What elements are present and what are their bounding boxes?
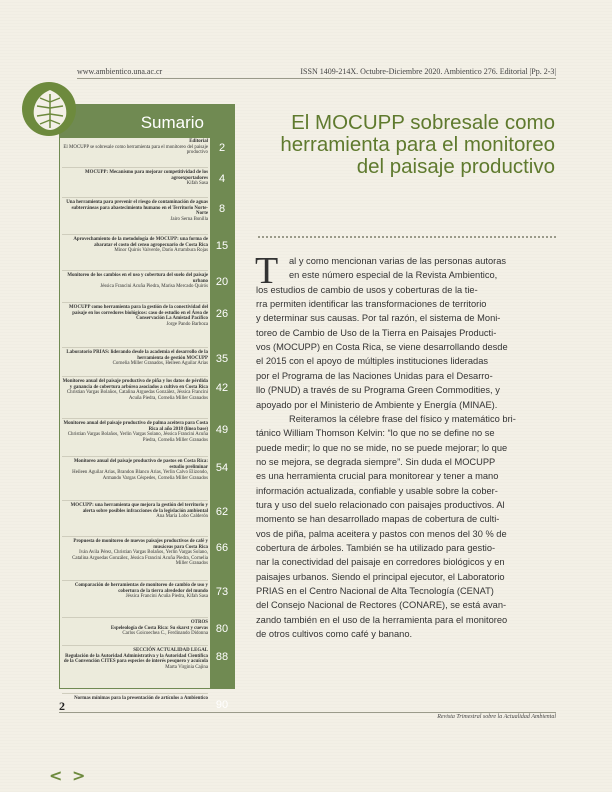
toc-divider (62, 645, 208, 646)
toc-page-number[interactable]: 8 (218, 203, 226, 215)
article-title: El MOCUPP sobresale como herramienta para el monitoreo del paisaje productivo (280, 111, 555, 178)
sumario-title: Sumario (140, 113, 204, 132)
body-line: PRIAS en el Centro Nacional de Alta Tecnología (CENAT) (256, 586, 494, 597)
body-line: tura y uso del suelo relacionado con paisajes productivos. Al (256, 499, 505, 510)
toc-page-number[interactable]: 80 (215, 623, 229, 635)
body-line: nar la conectividad del paisaje en corredores biológicos y en (256, 557, 505, 568)
toc-item[interactable] (62, 139, 208, 156)
toc-page-number[interactable]: 20 (215, 276, 229, 288)
toc-page-number[interactable]: 90 (215, 699, 229, 711)
body-line: momento se han desarrollado mapas de cobertura de culti- (256, 514, 500, 525)
toc-page-number[interactable]: 88 (215, 651, 229, 663)
journal-footer: Revista Trimestral sobre la Actualidad Ambiental (437, 714, 556, 720)
toc-divider (62, 536, 208, 537)
toc-item-authors: Cornelia Miller Granados, Heileen Aguilar Arias (112, 361, 208, 367)
toc-divider (62, 617, 208, 618)
toc-item-authors: Ana María Lobo Calderón (156, 514, 208, 520)
toc-item-title: Normas mínimas para la presentación de artículos a Ambientico (74, 696, 208, 701)
toc-item-title: SECCIÓN ACTUALIDAD LEGAL Regulación de la Autoridad Administrativa y la Autoridad Científica de la Convención CITES para especies de interés pesquero y acuícola (63, 648, 208, 665)
toc-item[interactable] (62, 200, 208, 222)
toc-item-title: Monitoreo de los cambios en el uso y cobertura del suelo del paisaje urbano (67, 273, 208, 284)
footer-divider (59, 712, 556, 713)
toc-item-title: Monitoreo anual del paisaje productivo de palma aceitera para Costa Rica al año 2018 (línea base) (63, 421, 208, 432)
toc-page-number[interactable]: 42 (215, 382, 229, 394)
toc-item-authors: Christian Vargas Bolaños, Catalina Arguedas González, Jéssica Francini Acuña Piedra, Cornelia Miller Granados (66, 390, 208, 401)
toc-item-authors: Jairo Serna Bonilla (170, 216, 208, 222)
toc-item-title: OTROS Espeleología de Costa Rica: Su skarst y cuevas (110, 620, 208, 631)
body-line: Reiteramos la célebre frase del físico y matemático bri- (289, 413, 516, 424)
toc-divider (62, 418, 208, 419)
toc-item-authors: Christian Vargas Bolaños, Yerlin Vargas Solano, Jéssica Francini Acuña Piedra, Cornelia Miller Granados (67, 432, 208, 443)
body-line: al y como mencionan varias de las personas autoras (289, 256, 507, 266)
body-line: información actualizada, confiable y usable sobre la cober- (256, 485, 498, 496)
body-line: toreo de Cambio de Uso de la Tierra en Paisajes Producti- (256, 327, 497, 338)
toc-item-authors: Jéssica Francini Acuña Piedra, Kifah Sasa (125, 594, 208, 600)
toc-item-title: Comparación de herramientas de monitoreo de cambio de uso y cobertura de la tierra alrededor del mundo (74, 583, 208, 594)
toc-divider (62, 693, 208, 694)
toc-item[interactable] (62, 696, 208, 702)
body-line: por el Programa de las Naciones Unidas para el Desarro- (256, 370, 493, 381)
toc-divider (62, 347, 208, 348)
toc-item-authors: Marta Virginia Cajina (165, 664, 208, 670)
drop-cap: T (255, 250, 279, 292)
toc-item-authors: Minor Quirós Valverde, Darío Arrambura Rojas (114, 248, 208, 254)
toc-page-number[interactable]: 35 (215, 353, 229, 365)
body-line: zando también en el uso de la herramienta para el monitoreo (256, 614, 508, 625)
toc-item-title: MOCUPP: una herramienta que mejora la gestión del territorio y alerta sobre posibles infracciones de la legislación ambiental (70, 503, 208, 514)
toc-item[interactable] (62, 648, 208, 670)
toc-page-number[interactable]: 73 (215, 586, 229, 598)
toc-page-number[interactable]: 62 (215, 506, 229, 518)
body-line: tánico William Thomson Kelvin: “lo que no se define no se (256, 428, 495, 439)
body-line: los estudios de cambio de usos y coberturas de la tie- (256, 284, 478, 295)
toc-item[interactable] (62, 273, 208, 290)
header-citation: ISSN 1409-214X. Octubre-Diciembre 2020. Ambientico 276. Editorial |Pp. 2-3| (300, 67, 556, 76)
toc-divider (62, 580, 208, 581)
body-line: es una herramienta crucial para monitorear y tener a mano (256, 471, 499, 482)
header-website[interactable]: www.ambientico.una.ac.cr (77, 67, 163, 76)
toc-divider (62, 234, 208, 235)
toc-item[interactable] (62, 170, 208, 187)
title-divider (258, 236, 556, 238)
toc-item-authors: Jorge Pando Barboza (166, 321, 208, 327)
toc-item-authors: Heileen Aguilar Arias, Brandon Blanco Arias, Yerlin Calvo Elizondo, Armando Vargas Céspedes, Cornelia Miller Granados (72, 470, 208, 481)
toc-page-number[interactable]: 54 (215, 462, 229, 474)
body-line: de otros cultivos como café y banano. (256, 629, 413, 640)
toc-divider (62, 302, 208, 303)
toc-page-number[interactable]: 15 (215, 240, 229, 252)
toc-item-authors: Jéssica Francini Acuña Piedra, Marisa Mercado Quirós (100, 284, 208, 290)
toc-item[interactable] (62, 350, 208, 367)
toc-item-title: MOCUPP como herramienta para la gestión de la conectividad del paisaje en los corredores biológicos: caso de estudio en el Área de Conservación La Amistad Pacífico (69, 305, 208, 322)
toc-item[interactable] (62, 305, 208, 327)
toc-page-number[interactable]: 4 (218, 173, 226, 185)
body-line: el 2015 con el apoyo de múltiples instituciones lideradas (256, 356, 489, 367)
toc-item-title: Editorial (189, 139, 208, 144)
toc-divider (62, 500, 208, 501)
toc-item-title: Una herramienta para prevenir el riesgo de contaminación de aguas subterráneas para abastecimiento humano en el Territorio Norte-Norte (66, 200, 208, 217)
toc-item-title: Laboratorio PRIAS: liderando desde la academia el desarrollo de la herramienta de gestión MOCUPP (66, 350, 208, 361)
toc-page-number[interactable]: 66 (215, 542, 229, 554)
leaf-icon (30, 88, 70, 132)
page-navigation (49, 766, 89, 785)
body-line: puede medir; lo que no se mide, no se puede mejorar; lo que (256, 442, 508, 453)
body-line: vos de piña, palma aceitera y pastos con menos del 30 % de (256, 528, 507, 539)
body-line: llo (PNUD) a través de su Programa Green Commodities, y (256, 385, 500, 396)
toc-divider (62, 197, 208, 198)
toc-item[interactable] (62, 503, 208, 520)
toc-item[interactable] (62, 620, 208, 637)
toc-item-title: Monitoreo anual del paisaje productivo de piña y los datos de pérdida y ganancia de cobertura arbórea asociados a cultivo en Costa Rica (62, 379, 208, 390)
toc-page-number[interactable]: 49 (215, 424, 229, 436)
toc-item-title: Propuesta de monitoreo de nuevos paisajes productivos de café y musáceas para Costa Rica (73, 539, 208, 550)
next-arrow-icon[interactable]: > (71, 766, 86, 785)
toc-item[interactable] (62, 237, 208, 254)
body-line: cobertura de árboles. También se ha utilizado para gestio- (256, 543, 496, 553)
toc-item-authors: Iván Avila Pérez, Christian Vargas Bolaños, Yerlin Vargas Solano, Catalina Arguedas González, Jéssica Francini Acuña Piedra, Cornelia Miller Granados (72, 550, 208, 567)
toc-page-number[interactable]: 26 (215, 308, 229, 320)
leaf-logo (22, 82, 76, 136)
toc-item[interactable] (62, 459, 208, 481)
header-divider (77, 78, 556, 79)
toc-item-authors: Kifah Sasa (186, 181, 208, 187)
toc-item[interactable] (62, 539, 208, 567)
toc-item[interactable] (62, 421, 208, 443)
toc-divider (62, 167, 208, 168)
toc-item-authors: Carlos Goicoechea C., Ferdinando Didonna (122, 631, 208, 637)
toc-item[interactable] (62, 379, 208, 401)
toc-item-title: MOCUPP: Mecanismo para mejorar competitividad de los agroexportadores (85, 170, 208, 181)
page-number: 2 (59, 699, 65, 713)
toc-divider (62, 376, 208, 377)
toc-divider (62, 270, 208, 271)
toc-item-title: Monitoreo anual del paisaje productivo de pastos en Costa Rica: estudio preliminar (73, 459, 208, 470)
body-line: vos (MOCUPP) en Costa Rica, se viene desarrollando desde (256, 342, 508, 353)
body-line: apoyado por el Ministerio de Ambiente y Energía (MINAE). (256, 399, 498, 410)
body-line: paisajes urbanos. Siendo el principal ejecutor, el Laboratorio (256, 571, 505, 582)
toc-page-number[interactable]: 2 (218, 142, 226, 154)
body-line: no se mejora, se degrada siempre”. Sin duda el MOCUPP (256, 456, 496, 467)
toc-item-authors: El MOCUPP se sobresale como herramienta para el monitoreo del paisaje productivo (63, 144, 208, 156)
body-line: y determinar sus causas. Por tal razón, el sistema de Moni- (256, 313, 501, 324)
body-line: rra permiten identificar las transformaciones de territorio (256, 299, 487, 310)
body-line: en este número especial de la Revista Ambientico, (289, 270, 498, 281)
toc-item-title: Aprovechamiento de la metodología de MOCUPP: una forma de abaratar el costo del censo agropecuario de Costa Rica (73, 237, 208, 248)
body-line: del Consejo Nacional de Rectores (CONARE), se está avan- (256, 600, 507, 611)
toc-divider (62, 456, 208, 457)
toc-item[interactable] (62, 583, 208, 600)
prev-arrow-icon[interactable]: < (49, 766, 63, 785)
